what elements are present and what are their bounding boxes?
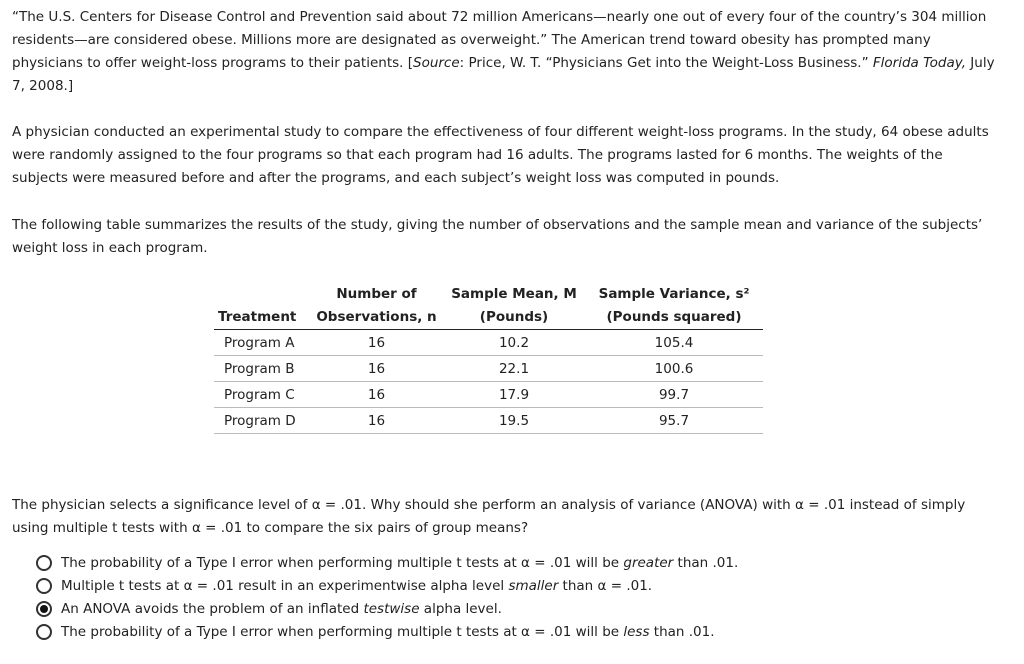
table-cell: 16	[310, 330, 443, 356]
source-text: : Price, W. T. “Physicians Get into the Weight-Loss Business.”	[459, 55, 873, 71]
question-text: The physician selects a significance level of α = .01. Why should she perform an analysis of variance (ANOVA) with α = .01 instead of simply using multiple t tests with α = .01 to compare the six pairs of group means?	[12, 497, 966, 536]
table-cell: 22.1	[443, 356, 585, 382]
table-cell: 95.7	[585, 408, 763, 434]
table-cell: Program C	[214, 382, 310, 408]
table-cell: Program D	[214, 408, 310, 434]
header-cell: Number of	[336, 286, 417, 302]
table-cell: 10.2	[443, 330, 585, 356]
table-cell: 16	[310, 356, 443, 382]
answer-option[interactable]	[36, 597, 738, 620]
table-cell: Program A	[214, 330, 310, 356]
table-cell: 99.7	[585, 382, 763, 408]
option-label: The probability of a Type I error when performing multiple t tests at α = .01 will be less than .01.	[61, 623, 715, 640]
table-row	[214, 330, 763, 356]
radio-button-icon[interactable]	[36, 624, 52, 640]
publication-name: Florida Today,	[872, 55, 966, 71]
answer-options	[36, 551, 738, 643]
publication-date: July 7, 2008.]	[12, 55, 995, 94]
header-cell: Sample Variance, s²	[598, 286, 750, 302]
option-label: The probability of a Type I error when performing multiple t tests at α = .01 will be greater than .01.	[61, 554, 739, 571]
header-cell: (Pounds)	[443, 306, 585, 330]
header-cell	[214, 283, 310, 306]
table-header-row	[214, 283, 763, 306]
table-cell: Program B	[214, 356, 310, 382]
table-row	[214, 356, 763, 382]
header-cell: (Pounds squared)	[585, 306, 763, 330]
table-cell: 16	[310, 408, 443, 434]
table-header-row	[214, 306, 763, 330]
answer-option[interactable]	[36, 620, 738, 643]
header-cell: Observations, n	[310, 306, 443, 330]
radio-button-icon[interactable]	[36, 555, 52, 571]
results-table	[214, 283, 763, 434]
table-cell: 16	[310, 382, 443, 408]
option-label: Multiple t tests at α = .01 result in an experimentwise alpha level smaller than α = .01.	[61, 577, 653, 594]
table-cell: 100.6	[585, 356, 763, 382]
header-cell: Sample Mean, M	[451, 286, 577, 302]
option-label: An ANOVA avoids the problem of an inflated testwise alpha level.	[61, 600, 502, 617]
source-label: Source	[413, 55, 460, 71]
radio-button-icon[interactable]	[36, 578, 52, 594]
table-cell: 17.9	[443, 382, 585, 408]
radio-button-icon[interactable]	[36, 601, 52, 617]
answer-option[interactable]	[36, 551, 738, 574]
intro-paragraph	[12, 6, 1002, 98]
intro-quote: “The U.S. Centers for Disease Control and Prevention said about 72 million Americans—nearly one out of every four of the country’s 304 million residents—are considered obese. Millions more are designated as overweight.” The American trend toward obesity has prompted many physicians to offer weight-loss programs to their patients. [	[12, 9, 987, 71]
table-row	[214, 382, 763, 408]
answer-option[interactable]	[36, 574, 738, 597]
table-cell: 19.5	[443, 408, 585, 434]
table-intro: The following table summarizes the results of the study, giving the number of observations and the sample mean and variance of the subjects’ weight loss in each program.	[12, 217, 983, 256]
table-row	[214, 408, 763, 434]
study-description: A physician conducted an experimental study to compare the effectiveness of four different weight-loss programs. In the study, 64 obese adults were randomly assigned to the four programs so that each program had 16 adults. The programs lasted for 6 months. The weights of the subjects were measured before and after the programs, and each subject’s weight loss was computed in pounds.	[12, 124, 989, 186]
table-cell: 105.4	[585, 330, 763, 356]
header-cell: Treatment	[214, 306, 310, 330]
